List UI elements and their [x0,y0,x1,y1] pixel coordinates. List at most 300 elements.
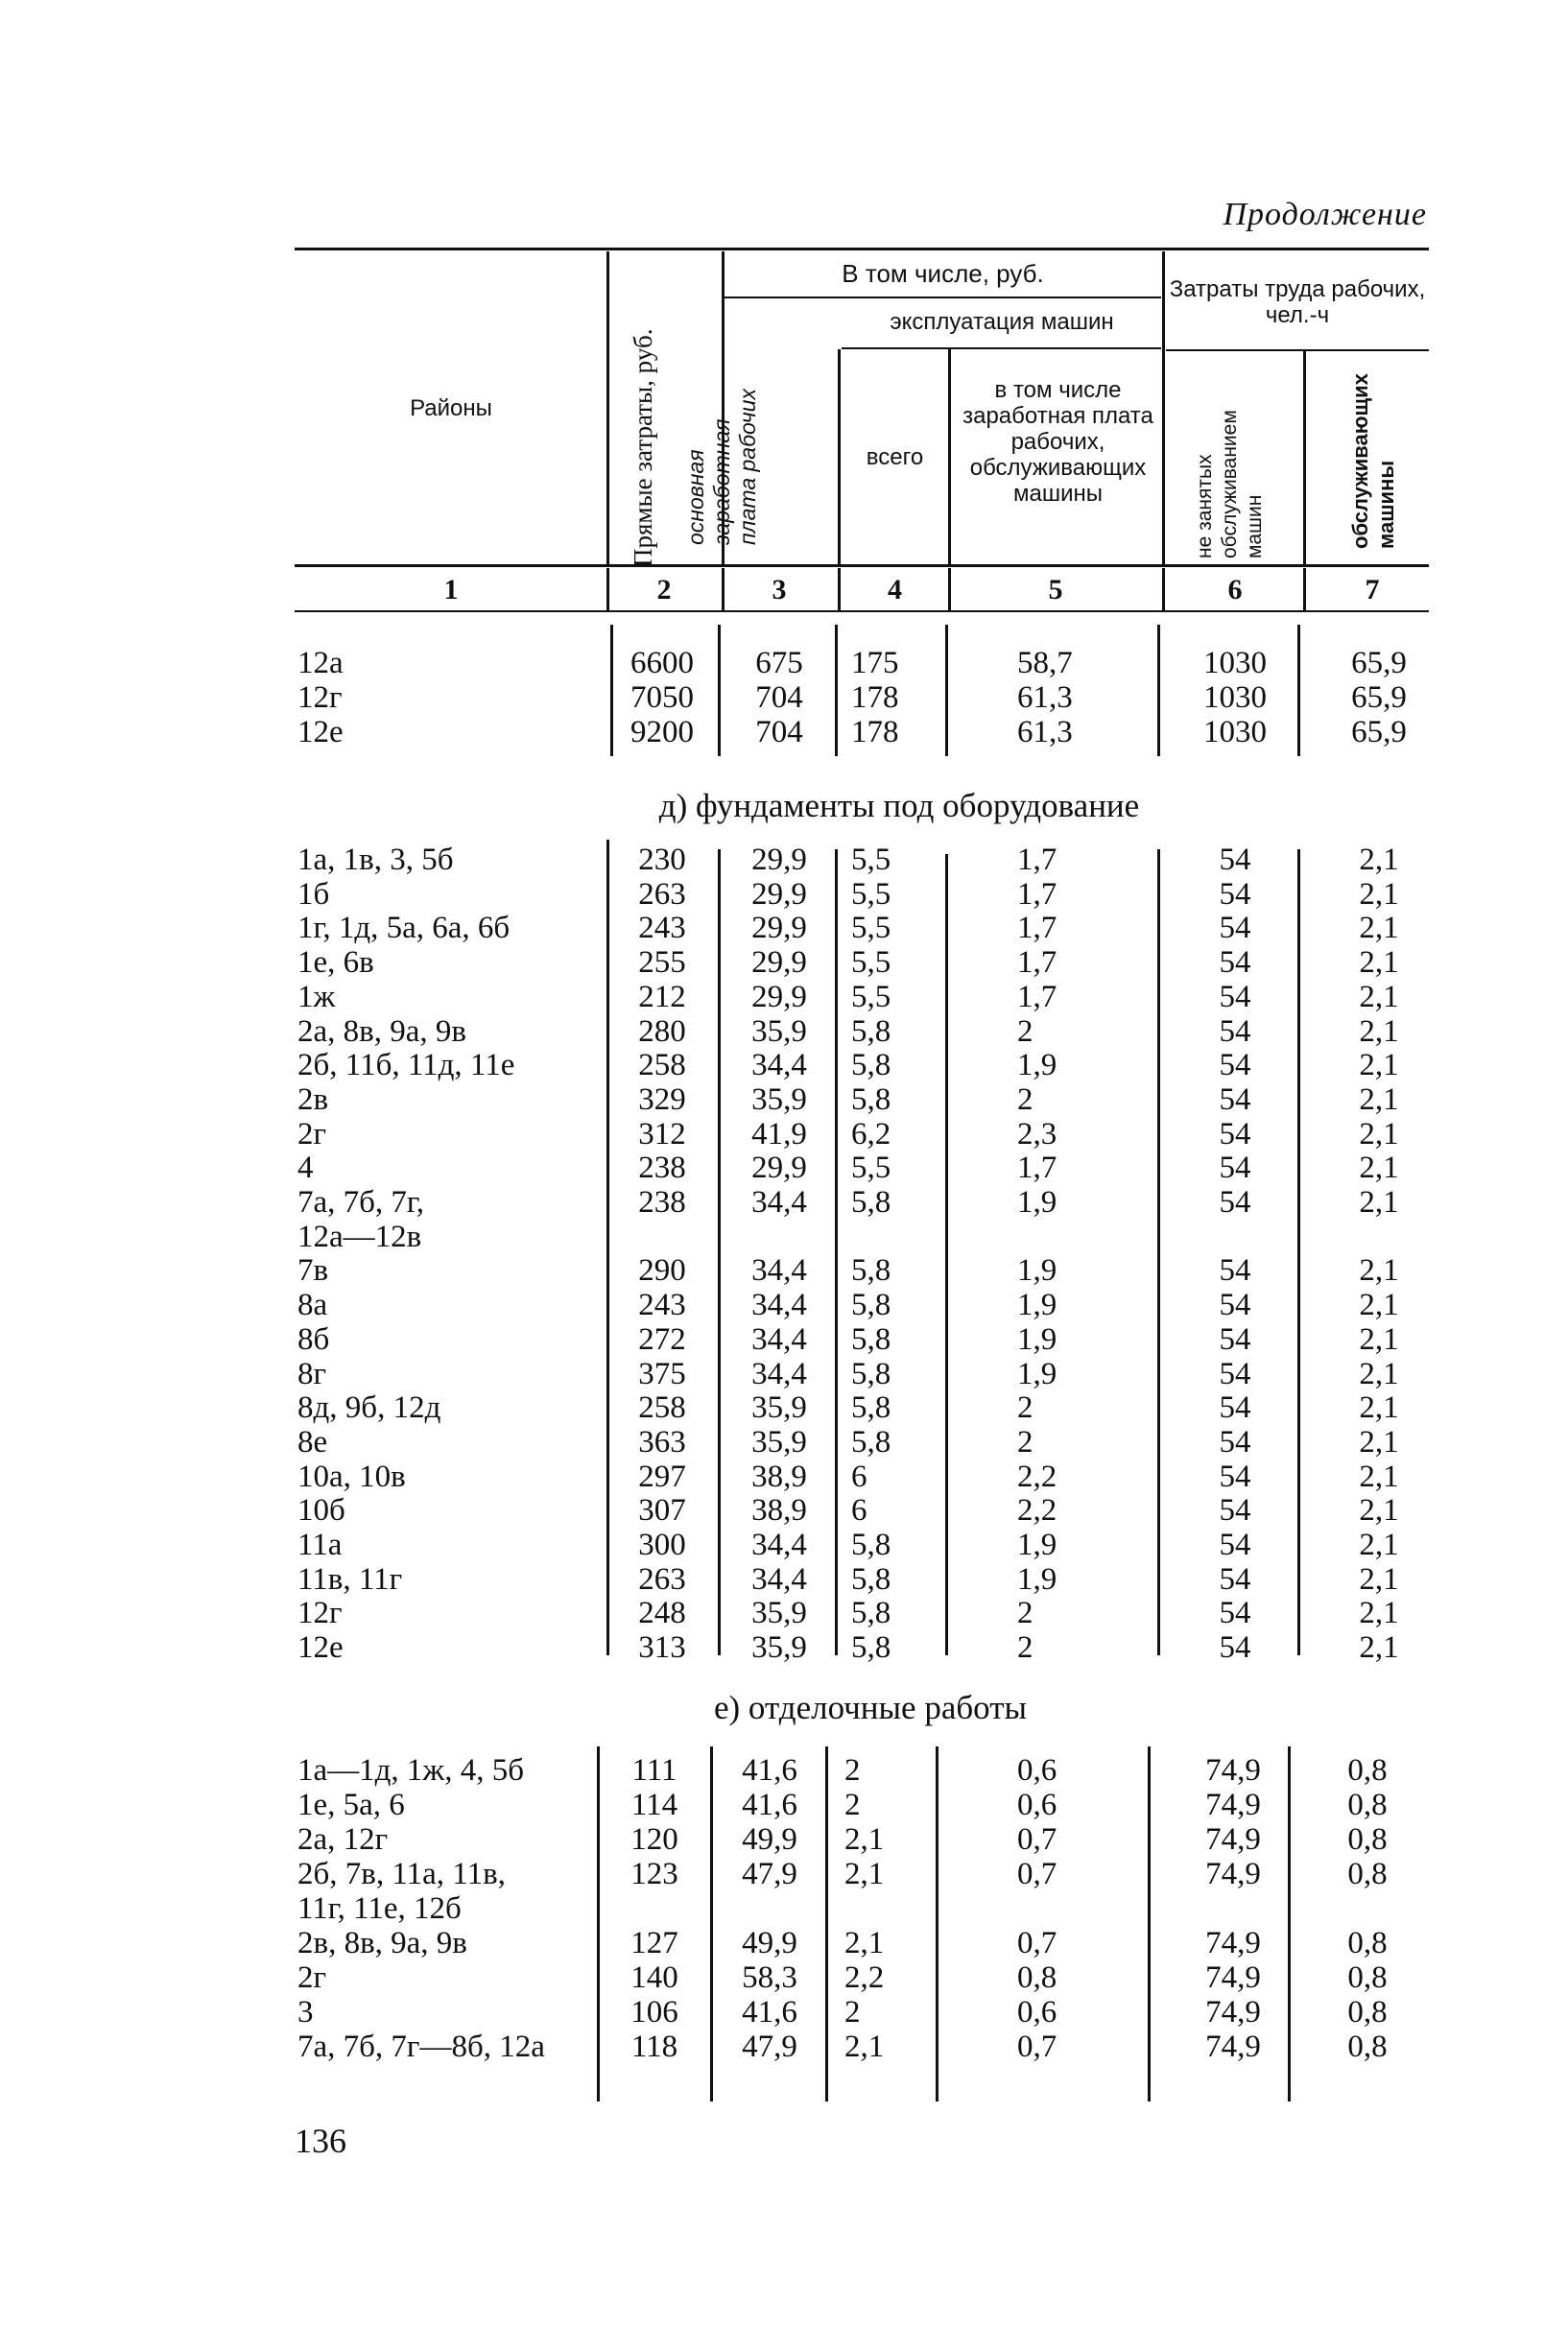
labor-group-rule [1166,349,1429,351]
cell-labor-not-servicing: 1030 [1203,646,1267,680]
cell-district: 4 [297,1151,314,1186]
cell-district: 12а—12в [297,1219,422,1254]
cell-machines-total: 2,1 [844,1822,885,1857]
header-col1-rayony: Районы [410,395,492,421]
table-row [0,1596,1568,1630]
cell-direct-costs: 300 [638,1528,686,1562]
cell-labor-servicing: 0,8 [1347,1926,1388,1960]
num-vline-5 [1162,568,1165,610]
cell-base-wages: 35,9 [751,1390,807,1426]
cell-base-wages: 34,4 [751,1561,807,1597]
table-row [0,1995,1568,2030]
num-vline-6 [1303,568,1306,610]
cell-labor-servicing: 2,1 [1359,945,1399,981]
cell-machine-wages: 0,6 [1017,1995,1057,2030]
cell-district: 1е, 5а, 6 [297,1788,405,1822]
header-vline-4 [948,349,951,564]
cell-labor-not-servicing: 54 [1219,1493,1251,1529]
table-row [0,1960,1568,1995]
cell-labor-not-servicing: 54 [1219,945,1251,981]
table-row [0,1788,1568,1822]
cell-labor-not-servicing: 54 [1219,1151,1251,1186]
table-row [0,1220,1568,1254]
cell-labor-servicing: 0,8 [1347,1857,1388,1891]
cell-district: 12е [297,715,344,749]
cell-labor-servicing: 2,1 [1359,1253,1399,1289]
cell-district: 11в, 11г [297,1561,403,1597]
cell-base-wages: 41,6 [742,1753,797,1788]
cell-machines-total: 5,5 [851,911,891,946]
cell-base-wages: 58,3 [742,1960,797,1995]
cell-direct-costs: 212 [638,979,686,1014]
section-e-title: е) отделочные работы [713,1689,1028,1726]
cell-machines-total: 5,8 [851,1561,891,1597]
cell-labor-not-servicing: 54 [1219,979,1251,1014]
cell-direct-costs: 297 [638,1459,686,1494]
cell-direct-costs: 114 [630,1788,678,1822]
table-row [0,1322,1568,1357]
cell-labor-not-servicing: 54 [1219,1013,1251,1049]
cell-machine-wages: 2 [1017,1081,1033,1117]
cell-labor-servicing: 2,1 [1359,1151,1399,1186]
cell-direct-costs: 255 [638,945,686,981]
cell-labor-servicing: 2,1 [1359,1390,1399,1426]
cell-base-wages: 34,4 [751,1048,807,1083]
cell-labor-servicing: 0,8 [1347,1753,1388,1788]
cell-district: 1ж [297,979,336,1014]
cell-base-wages: 35,9 [751,1013,807,1049]
cell-labor-servicing: 2,1 [1359,1081,1399,1117]
cell-machine-wages: 1,9 [1017,1561,1057,1597]
cell-base-wages: 49,9 [742,1926,797,1960]
cell-machine-wages: 2,2 [1017,1493,1057,1529]
cell-machine-wages: 2 [1017,1390,1033,1426]
header-group-incl: В том числе, руб. [842,259,1044,288]
col-number-4: 4 [888,574,902,605]
cell-district: 3 [297,1995,314,2030]
cell-machine-wages: 0,7 [1017,2030,1057,2064]
cell-labor-servicing: 0,8 [1347,1995,1388,2030]
cell-base-wages: 29,9 [751,1151,807,1186]
cell-district: 12а [297,646,344,680]
cell-machine-wages: 0,7 [1017,1926,1057,1960]
cell-labor-servicing: 65,9 [1351,646,1407,680]
cell-district: 1е, 6в [297,945,374,981]
cell-machines-total: 5,8 [851,1081,891,1117]
cell-labor-servicing: 2,1 [1359,1288,1399,1323]
cell-labor-servicing: 65,9 [1351,680,1407,715]
num-vline-1 [606,568,609,610]
cell-labor-servicing: 2,1 [1359,843,1399,877]
cell-district: 8д, 9б, 12д [297,1390,441,1426]
table-row [0,1185,1568,1220]
continuation-caption: Продолжение [1223,197,1427,232]
table-row [0,1082,1568,1117]
cell-direct-costs: 307 [638,1493,686,1529]
table-row [0,1926,1568,1960]
cell-labor-not-servicing: 54 [1219,911,1251,946]
cell-base-wages: 34,4 [751,1288,807,1323]
cell-labor-servicing: 0,8 [1347,2030,1388,2064]
cell-machines-total: 6,2 [851,1116,891,1152]
cell-machines-total: 5,5 [851,945,891,981]
cell-machines-total: 5,8 [851,1596,891,1631]
cell-direct-costs: 280 [638,1013,686,1049]
cell-labor-not-servicing: 74,9 [1205,1753,1261,1788]
cell-machine-wages: 61,3 [1017,715,1073,749]
cell-machine-wages: 2 [1017,1630,1033,1666]
cell-direct-costs: 243 [638,1288,686,1323]
header-col4-total: всего [866,444,924,470]
cell-labor-servicing: 2,1 [1359,1356,1399,1391]
cell-labor-not-servicing: 54 [1219,1321,1251,1357]
cell-labor-not-servicing: 54 [1219,1390,1251,1426]
cell-labor-not-servicing: 54 [1219,1356,1251,1391]
cell-district: 12г [297,1596,343,1631]
cell-direct-costs: 258 [638,1048,686,1083]
cell-machine-wages: 1,7 [1017,911,1057,946]
table-row [0,1390,1568,1425]
header-col3-base-wages: основная заработная плата рабочих [683,389,760,545]
table-row [0,1493,1568,1528]
cell-labor-servicing: 2,1 [1359,1561,1399,1597]
cell-labor-not-servicing: 74,9 [1205,1857,1261,1891]
cell-district: 12г [297,680,343,715]
cell-machines-total: 178 [851,715,899,749]
table-row [0,646,1568,680]
cell-district: 8г [297,1356,327,1391]
cell-base-wages: 35,9 [751,1630,807,1666]
cell-machines-total: 5,8 [851,1288,891,1323]
cell-labor-not-servicing: 74,9 [1205,1995,1261,2030]
cell-district: 2в [297,1081,329,1117]
header-bottom-rule [295,564,1429,567]
cell-machines-total: 2 [844,1788,861,1822]
cell-labor-servicing: 2,1 [1359,1185,1399,1220]
cell-machine-wages: 2,2 [1017,1459,1057,1494]
table-row [0,1822,1568,1857]
cell-machine-wages: 2 [1017,1424,1033,1460]
header-vline-5 [1162,251,1165,564]
cell-machines-total: 2,1 [844,1857,885,1891]
cell-machines-total: 5,8 [851,1356,891,1391]
table-row [0,1357,1568,1391]
cell-direct-costs: 290 [638,1253,686,1289]
incl-group-rule [722,297,1161,298]
cell-base-wages: 704 [755,715,803,749]
cell-district: 11а [297,1528,343,1562]
table-row [0,1117,1568,1152]
cell-machine-wages: 61,3 [1017,680,1073,715]
cell-labor-not-servicing: 54 [1219,1185,1251,1220]
cell-machines-total: 2 [844,1753,861,1788]
cell-labor-not-servicing: 54 [1219,1528,1251,1562]
cell-direct-costs: 127 [630,1926,678,1960]
num-vline-2 [722,568,725,610]
col-number-2: 2 [656,574,672,605]
cell-labor-not-servicing: 54 [1219,843,1251,877]
cell-machine-wages: 1,7 [1017,1151,1057,1186]
section-d-title: д) фундаменты под оборудование [658,787,1140,824]
cell-district: 10б [297,1493,345,1529]
cell-base-wages: 29,9 [751,979,807,1014]
cell-machines-total: 6 [851,1459,867,1494]
cell-machine-wages: 0,6 [1017,1753,1057,1788]
cell-direct-costs: 106 [630,1995,678,2030]
cell-labor-servicing: 2,1 [1359,1596,1399,1631]
cell-machine-wages: 1,9 [1017,1356,1057,1391]
cell-direct-costs: 9200 [630,715,694,749]
cell-machines-total: 2,1 [844,2030,885,2064]
cell-direct-costs: 363 [638,1424,686,1460]
num-vline-3 [838,568,841,610]
cell-district: 8е [297,1424,328,1460]
col-number-6: 6 [1227,574,1243,605]
header-vline-6 [1303,351,1306,564]
cell-labor-servicing: 2,1 [1359,1116,1399,1152]
cell-machine-wages: 1,9 [1017,1185,1057,1220]
cell-machine-wages: 0,6 [1017,1788,1057,1822]
cell-base-wages: 34,4 [751,1528,807,1562]
table-row [0,1562,1568,1597]
cell-machine-wages: 2,3 [1017,1116,1057,1152]
cell-labor-servicing: 0,8 [1347,1788,1388,1822]
cell-direct-costs: 263 [638,876,686,912]
cell-labor-not-servicing: 54 [1219,1459,1251,1494]
col-number-7: 7 [1365,574,1380,605]
cell-labor-servicing: 2,1 [1359,1528,1399,1562]
cell-district: 2а, 8в, 9а, 9в [297,1013,466,1049]
table-row [0,877,1568,912]
cell-base-wages: 35,9 [751,1424,807,1460]
cell-direct-costs: 140 [630,1960,678,1995]
cell-machine-wages: 2 [1017,1013,1033,1049]
cell-machine-wages: 1,7 [1017,876,1057,912]
cell-labor-not-servicing: 54 [1219,876,1251,912]
cell-district: 2г [297,1960,327,1995]
cell-machine-wages: 1,9 [1017,1048,1057,1083]
header-col2-direct-costs: Прямые затраты, руб. [629,328,657,567]
cell-labor-not-servicing: 74,9 [1205,2030,1261,2064]
header-top-rule [295,248,1429,250]
cell-machine-wages: 0,7 [1017,1857,1057,1891]
col-number-1: 1 [443,574,459,605]
cell-machines-total: 6 [851,1493,867,1529]
cell-labor-not-servicing: 74,9 [1205,1788,1261,1822]
cell-district: 2б, 7в, 11а, 11в, [297,1857,506,1891]
cell-machines-total: 5,5 [851,843,891,877]
cell-direct-costs: 111 [631,1753,677,1788]
table-row [0,715,1568,749]
cell-labor-not-servicing: 1030 [1203,715,1267,749]
cell-machine-wages: 1,7 [1017,979,1057,1014]
col-number-3: 3 [772,574,787,605]
cell-labor-servicing: 2,1 [1359,1424,1399,1460]
cell-labor-not-servicing: 74,9 [1205,1822,1261,1857]
cell-labor-servicing: 65,9 [1351,715,1407,749]
cell-base-wages: 29,9 [751,945,807,981]
cell-machine-wages: 1,9 [1017,1321,1057,1357]
header-group-labor: Затраты труда рабочих, чел.-ч [1169,276,1426,328]
cell-base-wages: 49,9 [742,1822,797,1857]
cell-machines-total: 5,8 [851,1253,891,1289]
cell-direct-costs: 329 [638,1081,686,1117]
cell-direct-costs: 238 [638,1185,686,1220]
numbers-bottom-rule [295,610,1429,612]
table-row [0,1857,1568,1891]
table-row [0,1753,1568,1788]
cell-direct-costs: 238 [638,1151,686,1186]
cell-machines-total: 5,8 [851,1321,891,1357]
cell-machine-wages: 0,8 [1017,1960,1057,1995]
table-row [0,980,1568,1014]
cell-district: 1а, 1в, 3, 5б [297,843,454,877]
cell-base-wages: 34,4 [751,1253,807,1289]
cell-machine-wages: 1,7 [1017,945,1057,981]
cell-machine-wages: 1,9 [1017,1288,1057,1323]
table-row [0,1288,1568,1322]
col-number-5: 5 [1048,574,1063,605]
cell-labor-not-servicing: 54 [1219,1048,1251,1083]
cell-machines-total: 5,5 [851,979,891,1014]
cell-base-wages: 675 [755,646,803,680]
cell-district: 1г, 1д, 5а, 6а, 6б [297,911,511,946]
cell-labor-servicing: 0,8 [1347,1960,1388,1995]
cell-machines-total: 2 [844,1995,861,2030]
cell-district: 7а, 7б, 7г, [297,1185,424,1220]
cell-machines-total: 5,8 [851,1528,891,1562]
table-row [0,945,1568,980]
cell-machines-total: 175 [851,646,899,680]
table-row [0,680,1568,715]
cell-machine-wages: 1,7 [1017,843,1057,877]
cell-machine-wages: 1,9 [1017,1253,1057,1289]
cell-labor-not-servicing: 54 [1219,1561,1251,1597]
table-row [0,1253,1568,1288]
cell-district: 2а, 12г [297,1822,389,1857]
cell-labor-servicing: 2,1 [1359,1321,1399,1357]
cell-direct-costs: 258 [638,1390,686,1426]
cell-base-wages: 47,9 [742,1857,797,1891]
cell-base-wages: 41,9 [751,1116,807,1152]
cell-machines-total: 2,1 [844,1926,885,1960]
page-number: 136 [295,2122,346,2160]
cell-direct-costs: 7050 [630,680,694,715]
cell-district: 10а, 10в [297,1459,406,1494]
cell-machines-total: 178 [851,680,899,715]
table-row [0,1425,1568,1460]
cell-labor-not-servicing: 54 [1219,1288,1251,1323]
cell-direct-costs: 313 [638,1630,686,1666]
table-row [0,1528,1568,1562]
cell-base-wages: 38,9 [751,1459,807,1494]
cell-machines-total: 5,8 [851,1630,891,1666]
cell-direct-costs: 248 [638,1596,686,1631]
cell-district: 1а—1д, 1ж, 4, 5б [297,1753,525,1788]
num-vline-4 [948,568,951,610]
machines-group-rule [842,347,1161,349]
cell-machines-total: 5,8 [851,1185,891,1220]
cell-labor-servicing: 2,1 [1359,1459,1399,1494]
table-row [0,2030,1568,2064]
cell-base-wages: 35,9 [751,1596,807,1631]
cell-labor-not-servicing: 54 [1219,1253,1251,1289]
table-row [0,1460,1568,1494]
cell-machines-total: 5,8 [851,1424,891,1460]
cell-district: 2г [297,1116,327,1152]
cell-base-wages: 34,4 [751,1185,807,1220]
table-row [0,1014,1568,1049]
cell-direct-costs: 230 [638,843,686,877]
cell-base-wages: 704 [755,680,803,715]
cell-labor-not-servicing: 74,9 [1205,1960,1261,1995]
table-row [0,911,1568,945]
cell-labor-servicing: 2,1 [1359,1013,1399,1049]
cell-labor-servicing: 2,1 [1359,911,1399,946]
table-row [0,1151,1568,1185]
table-row [0,1048,1568,1082]
cell-base-wages: 34,4 [751,1356,807,1391]
cell-labor-not-servicing: 54 [1219,1081,1251,1117]
cell-labor-servicing: 2,1 [1359,1493,1399,1529]
cell-base-wages: 29,9 [751,876,807,912]
cell-base-wages: 47,9 [742,2030,797,2064]
header-vline-1 [606,251,609,564]
table-row [0,843,1568,877]
cell-machines-total: 2,2 [844,1960,885,1995]
cell-labor-servicing: 2,1 [1359,1048,1399,1083]
cell-direct-costs: 123 [630,1857,678,1891]
cell-direct-costs: 272 [638,1321,686,1357]
cell-machines-total: 5,5 [851,1151,891,1186]
cell-machines-total: 5,8 [851,1048,891,1083]
cell-direct-costs: 120 [630,1822,678,1857]
cell-machines-total: 5,5 [851,876,891,912]
cell-machine-wages: 1,9 [1017,1528,1057,1562]
cell-labor-servicing: 0,8 [1347,1822,1388,1857]
cell-district: 7в [297,1253,329,1289]
table-row [0,1891,1568,1926]
cell-direct-costs: 118 [630,2030,678,2064]
cell-base-wages: 29,9 [751,843,807,877]
cell-labor-servicing: 2,1 [1359,979,1399,1014]
header-col5-incl-wages: в том числе заработная плата рабочих, обслуживающих машины [962,377,1153,507]
cell-base-wages: 35,9 [751,1081,807,1117]
cell-labor-not-servicing: 54 [1219,1596,1251,1631]
header-vline-3 [838,349,841,564]
cell-district: 2б, 11б, 11д, 11е [297,1048,515,1083]
header-col7-servicing: обслуживающих машины [1348,373,1398,549]
cell-labor-servicing: 2,1 [1359,1630,1399,1666]
cell-base-wages: 41,6 [742,1788,797,1822]
cell-machine-wages: 0,7 [1017,1822,1057,1857]
cell-machines-total: 5,8 [851,1390,891,1426]
cell-district: 11г, 11е, 12б [297,1891,462,1926]
cell-labor-not-servicing: 74,9 [1205,1926,1261,1960]
cell-machine-wages: 2 [1017,1596,1033,1631]
cell-district: 2в, 8в, 9а, 9в [297,1926,467,1960]
header-col6-not-servicing: не занятых обслуживанием машин [1194,410,1266,558]
cell-district: 8а [297,1288,328,1323]
cell-labor-not-servicing: 54 [1219,1116,1251,1152]
cell-direct-costs: 243 [638,911,686,946]
cell-direct-costs: 375 [638,1356,686,1391]
cell-district: 7а, 7б, 7г—8б, 12а [297,2030,545,2064]
cell-district: 8б [297,1321,330,1357]
cell-machine-wages: 58,7 [1017,646,1073,680]
cell-labor-servicing: 2,1 [1359,876,1399,912]
cell-base-wages: 41,6 [742,1995,797,2030]
